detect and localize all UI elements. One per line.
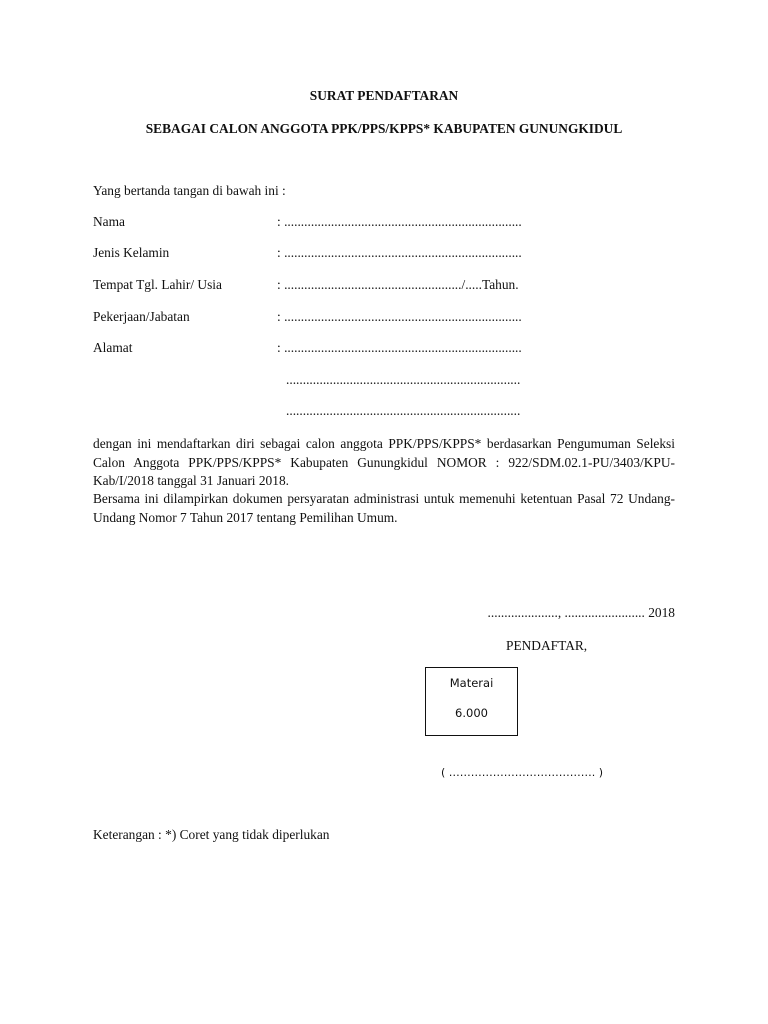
body-paragraph-2: Bersama ini dilampirkan dokumen persyaratan administrasi untuk memenuhi ketentuan Pasal 72 Undang-Undang Nomor 7 Tahun 2017 tentang Pemilihan Umum. bbox=[93, 491, 675, 525]
address-line-2: ...................................................................... bbox=[286, 372, 521, 387]
field-value-jenis-kelamin: : ....................................................................... bbox=[277, 245, 522, 260]
footnote: Keterangan : *) Coret yang tidak diperlukan bbox=[93, 827, 330, 842]
signature-name-line: ( …………………………………. ) bbox=[441, 766, 604, 779]
field-value-pekerjaan: : ....................................................................... bbox=[277, 309, 522, 324]
field-label-tempat-tgl-lahir: Tempat Tgl. Lahir/ Usia bbox=[93, 277, 222, 292]
place-date-line: ....................., ........................ 2018 bbox=[487, 605, 675, 620]
field-value-nama: : ....................................................................... bbox=[277, 214, 522, 229]
field-label-alamat: Alamat bbox=[93, 340, 133, 355]
stamp-box bbox=[425, 667, 518, 736]
body-paragraph-1: dengan ini mendaftarkan diri sebagai calon anggota PPK/PPS/KPPS* berdasarkan Pengumuman Seleksi Calon Anggota PPK/PPS/KPPS* Kabupaten Gunungkidul NOMOR : 922/SDM.02.1-PU/3403/KPU-Kab/I/2018 tanggal 31 Januari 2018. bbox=[93, 436, 675, 488]
field-value-alamat: : ....................................................................... bbox=[277, 340, 522, 355]
field-value-tempat-tgl-lahir: : ...................................................../.....Tahun. bbox=[277, 277, 519, 292]
document-title: SURAT PENDAFTARAN bbox=[309, 88, 459, 103]
field-label-nama: Nama bbox=[93, 214, 125, 229]
stamp-value: 6.000 bbox=[455, 706, 488, 720]
field-label-pekerjaan: Pekerjaan/Jabatan bbox=[93, 309, 190, 324]
stamp-label: Materai bbox=[449, 676, 494, 690]
intro-text: Yang bertanda tangan di bawah ini : bbox=[93, 183, 286, 198]
field-label-jenis-kelamin: Jenis Kelamin bbox=[93, 245, 170, 260]
document-subtitle: SEBAGAI CALON ANGGOTA PPK/PPS/KPPS* KABUPATEN GUNUNGKIDUL bbox=[145, 121, 623, 136]
address-line-3: ...................................................................... bbox=[286, 403, 521, 418]
signer-role: PENDAFTAR, bbox=[506, 638, 588, 653]
